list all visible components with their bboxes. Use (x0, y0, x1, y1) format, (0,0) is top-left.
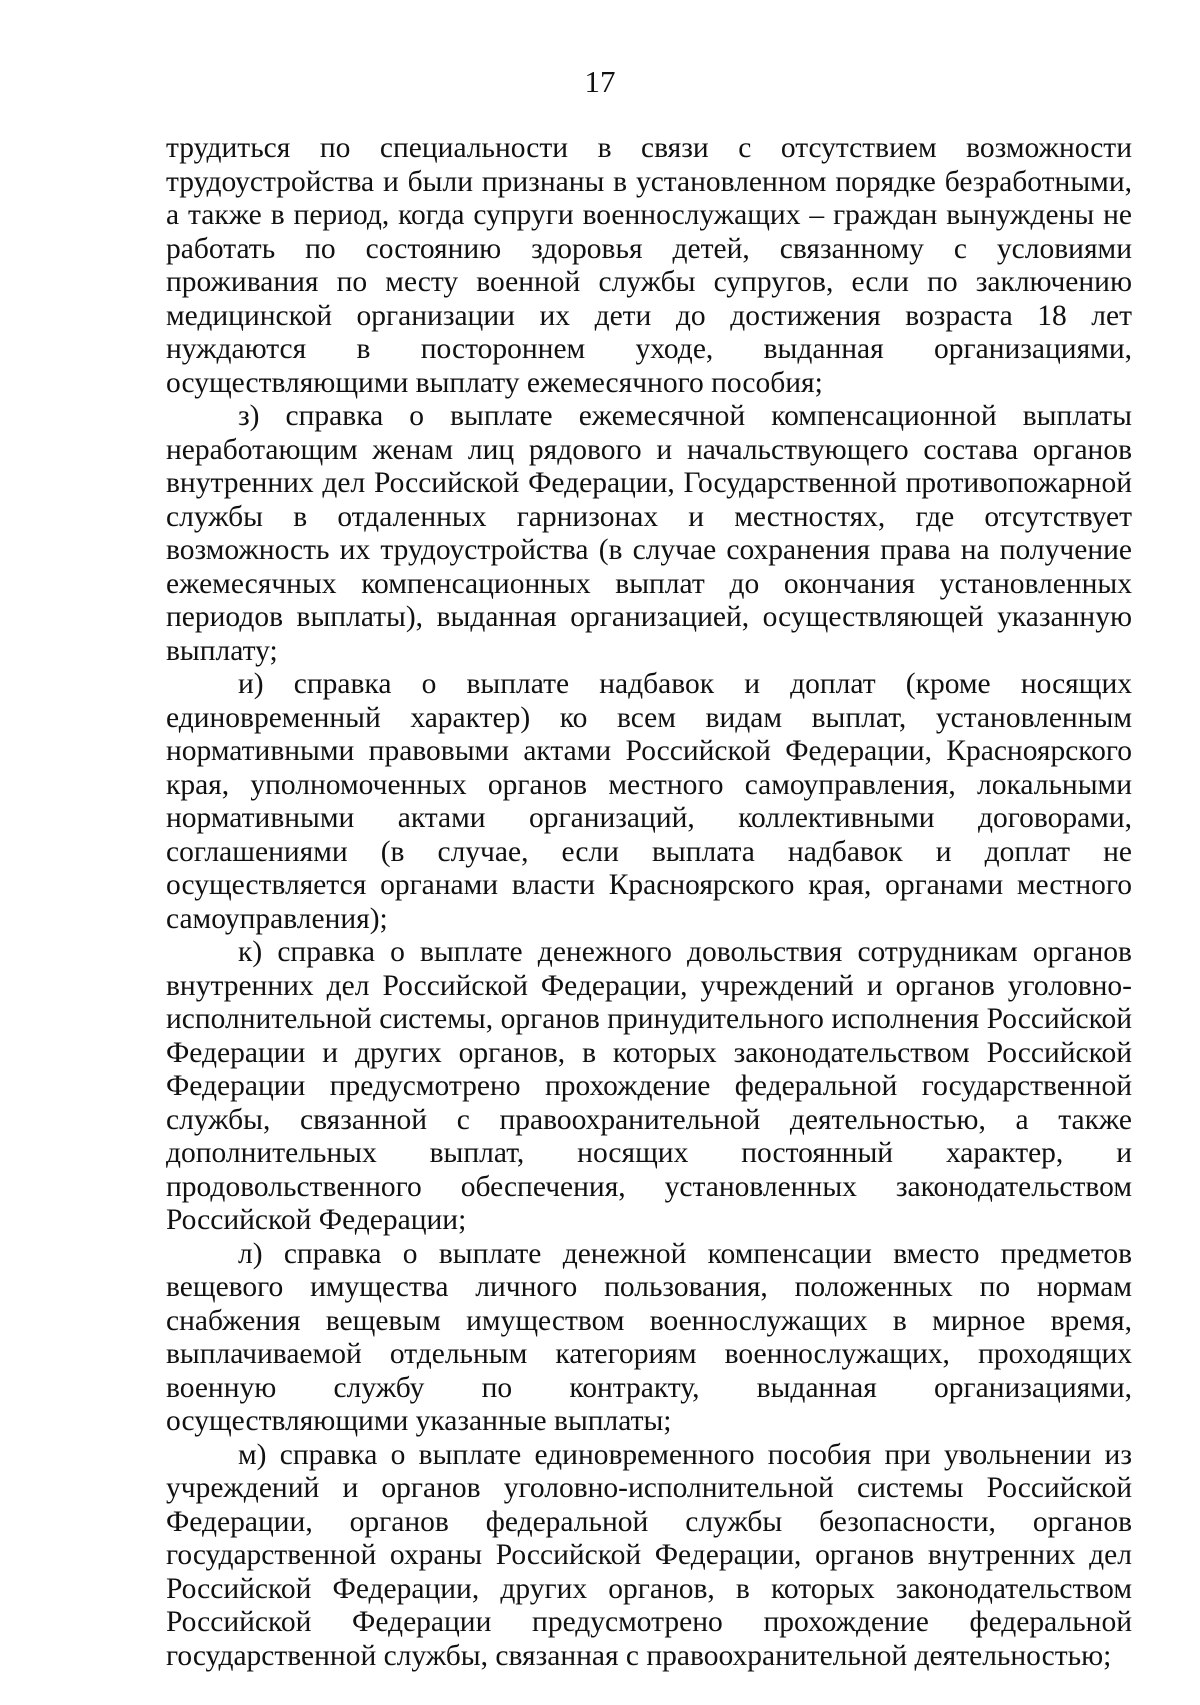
paragraph-item-i: и) справка о выплате надбавок и доплат (кроме носящих единовременный характер) ко всем видам выплат, установленным нормативными правовыми актами Российской Федерации, Красноярского края, уполномоченных органов местного самоуправления, локальными нормативными актами организаций, коллективными договорами, соглашениями (в случае, если выплата надбавок и доплат не осуществляется органами власти Красноярского края, органами местного самоуправления); (166, 668, 1132, 935)
paragraph-item-m: м) справка о выплате единовременного пособия при увольнении из учреждений и органов уголовно-исполнительной системы Российской Федерации, органов федеральной службы безопасности, органов государственной охраны Российской Федерации, органов внутренних дел Российской Федерации, других органов, в которых законодательством Российской Федерации предусмотрено прохождение федеральной государственной службы, связанная с правоохранительной деятельностью; (166, 1438, 1132, 1672)
paragraph-continuation: трудиться по специальности в связи с отсутствием возможности трудоустройства и были признаны в установленном порядке безработными, а также в период, когда супруги военнослужащих – граждан вынуждены не работать по состоянию здоровья детей, связанному с условиями проживания по месту военной службы супругов, если по заключению медицинской организации их дети до достижения возраста 18 лет нуждаются в постороннем уходе, выданная организациями, осуществляющими выплату ежемесячного пособия; (166, 132, 1132, 399)
document-body (166, 132, 1132, 1673)
paragraph-item-k: к) справка о выплате денежного довольствия сотрудникам органов внутренних дел Российской Федерации, учреждений и органов уголовно-исполнительной системы, органов принудительного исполнения Российской Федерации и других органов, в которых законодательством Российской Федерации предусмотрено прохождение федеральной государственной службы, связанной с правоохранительной деятельностью, а также дополнительных выплат, носящих постоянный характер, и продовольственного обеспечения, установленных законодательством Российской Федерации; (166, 936, 1132, 1236)
paragraph-item-l: л) справка о выплате денежной компенсации вместо предметов вещевого имущества личного пользования, положенных по нормам снабжения вещевым имуществом военнослужащих в мирное время, выплачиваемой отдельным категориям военнослужащих, проходящих военную службу по контракту, выданная организациями, осуществляющими указанные выплаты; (166, 1237, 1132, 1437)
paragraph-item-z: з) справка о выплате ежемесячной компенсационной выплаты неработающим женам лиц рядового и начальствующего состава органов внутренних дел Российской Федерации, Государственной противопожарной службы в отдаленных гарнизонах и местностях, где отсутствует возможность их трудоустройства (в случае сохранения права на получение ежемесячных компенсационных выплат до окончания установленных периодов выплаты), выданная организацией, осуществляющей указанную выплату; (166, 400, 1132, 667)
page-number: 17 (584, 64, 616, 99)
